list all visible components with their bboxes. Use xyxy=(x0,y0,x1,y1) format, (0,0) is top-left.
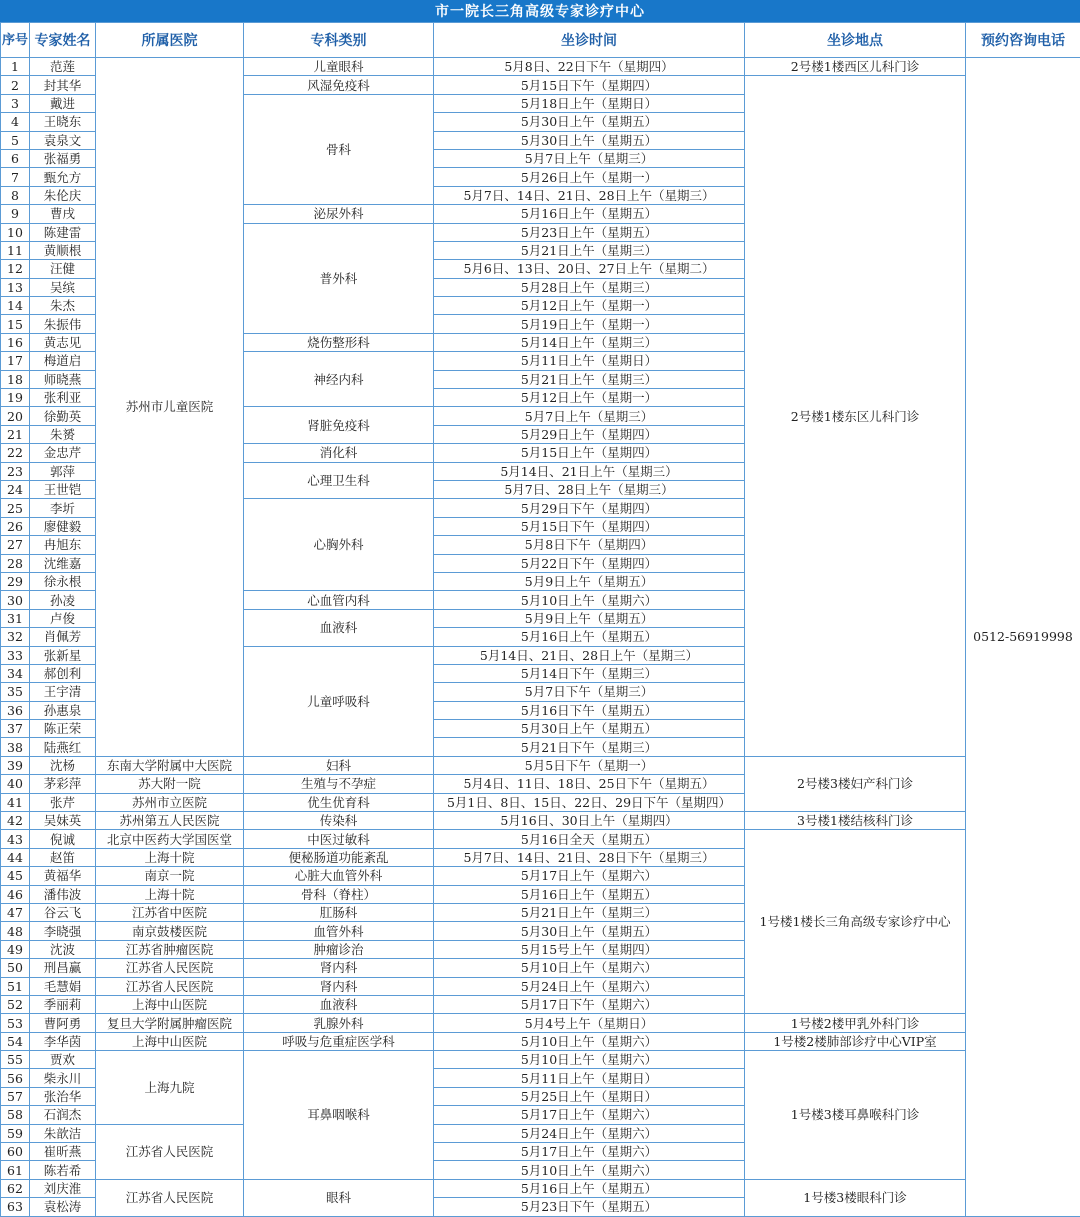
row-seq-cell: 27 xyxy=(1,536,30,554)
row-seq-cell: 37 xyxy=(1,720,30,738)
expert-name-cell: 王宇清 xyxy=(30,683,96,701)
row-seq-cell: 59 xyxy=(1,1124,30,1142)
expert-name-cell: 黄志见 xyxy=(30,333,96,351)
row-seq-cell: 54 xyxy=(1,1032,30,1050)
specialty-cell: 肿瘤诊治 xyxy=(244,940,434,958)
schedule-time-cell: 5月30日上午（星期五） xyxy=(434,922,745,940)
header-row xyxy=(1,23,1080,58)
header-time: 坐诊时间 xyxy=(434,23,745,58)
hospital-cell: 苏州第五人民医院 xyxy=(96,812,244,830)
expert-name-cell: 朱伦庆 xyxy=(30,186,96,204)
row-seq-cell: 57 xyxy=(1,1087,30,1105)
schedule-time-cell: 5月16日、30日上午（星期四） xyxy=(434,812,745,830)
header-hospital: 所属医院 xyxy=(96,23,244,58)
specialty-cell: 骨科 xyxy=(244,94,434,204)
hospital-cell: 上海十院 xyxy=(96,885,244,903)
row-seq-cell: 33 xyxy=(1,646,30,664)
schedule-time-cell: 5月11日上午（星期日） xyxy=(434,352,745,370)
expert-name-cell: 毛慧娟 xyxy=(30,977,96,995)
hospital-cell: 上海九院 xyxy=(96,1051,244,1125)
row-seq-cell: 28 xyxy=(1,554,30,572)
schedule-time-cell: 5月24日上午（星期六） xyxy=(434,1124,745,1142)
specialty-cell: 心理卫生科 xyxy=(244,462,434,499)
schedule-time-cell: 5月16日上午（星期五） xyxy=(434,205,745,223)
row-seq-cell: 5 xyxy=(1,131,30,149)
hospital-cell: 南京一院 xyxy=(96,867,244,885)
header-specialty: 专科类别 xyxy=(244,23,434,58)
row-seq-cell: 10 xyxy=(1,223,30,241)
schedule-time-cell: 5月15日下午（星期四） xyxy=(434,76,745,94)
specialty-cell: 肾内科 xyxy=(244,977,434,995)
specialty-cell: 肛肠科 xyxy=(244,903,434,921)
expert-name-cell: 甄允方 xyxy=(30,168,96,186)
schedule-time-cell: 5月17日下午（星期六） xyxy=(434,995,745,1013)
expert-name-cell: 李华茵 xyxy=(30,1032,96,1050)
expert-name-cell: 袁泉文 xyxy=(30,131,96,149)
expert-name-cell: 朱赟 xyxy=(30,425,96,443)
row-seq-cell: 30 xyxy=(1,591,30,609)
schedule-time-cell: 5月9日上午（星期五） xyxy=(434,572,745,590)
schedule-time-cell: 5月15号上午（星期四） xyxy=(434,940,745,958)
schedule-time-cell: 5月19日上午（星期一） xyxy=(434,315,745,333)
row-seq-cell: 17 xyxy=(1,352,30,370)
location-cell: 2号楼1楼西区儿科门诊 xyxy=(745,58,966,76)
schedule-time-cell: 5月14日下午（星期三） xyxy=(434,664,745,682)
row-seq-cell: 55 xyxy=(1,1051,30,1069)
row-seq-cell: 21 xyxy=(1,425,30,443)
expert-name-cell: 黄顺根 xyxy=(30,241,96,259)
expert-name-cell: 李晓强 xyxy=(30,922,96,940)
row-seq-cell: 32 xyxy=(1,628,30,646)
schedule-time-cell: 5月16日全天（星期五） xyxy=(434,830,745,848)
expert-name-cell: 朱杰 xyxy=(30,297,96,315)
specialty-cell: 妇科 xyxy=(244,756,434,774)
hospital-cell: 江苏省中医院 xyxy=(96,903,244,921)
schedule-time-cell: 5月7日上午（星期三） xyxy=(434,149,745,167)
row-seq-cell: 19 xyxy=(1,389,30,407)
row-seq-cell: 7 xyxy=(1,168,30,186)
expert-name-cell: 曹阿勇 xyxy=(30,1014,96,1032)
schedule-time-cell: 5月14日上午（星期三） xyxy=(434,333,745,351)
row-seq-cell: 15 xyxy=(1,315,30,333)
schedule-time-cell: 5月4号上午（星期日） xyxy=(434,1014,745,1032)
row-seq-cell: 2 xyxy=(1,76,30,94)
expert-name-cell: 张新星 xyxy=(30,646,96,664)
location-cell: 1号楼2楼甲乳外科门诊 xyxy=(745,1014,966,1032)
expert-name-cell: 孙凌 xyxy=(30,591,96,609)
hospital-cell: 江苏省人民医院 xyxy=(96,977,244,995)
expert-name-cell: 封其华 xyxy=(30,76,96,94)
schedule-time-cell: 5月6日、13日、20日、27日上午（星期二） xyxy=(434,260,745,278)
schedule-time-cell: 5月29日下午（星期四） xyxy=(434,499,745,517)
schedule-time-cell: 5月7日、14日、21日、28日下午（星期三） xyxy=(434,848,745,866)
schedule-time-cell: 5月10日上午（星期六） xyxy=(434,1032,745,1050)
expert-name-cell: 肖佩芳 xyxy=(30,628,96,646)
hospital-cell: 江苏省肿瘤医院 xyxy=(96,940,244,958)
specialty-cell: 眼科 xyxy=(244,1179,434,1216)
expert-name-cell: 陈若希 xyxy=(30,1161,96,1179)
sheet-title: 市一院长三角高级专家诊疗中心 xyxy=(0,0,1080,22)
row-seq-cell: 36 xyxy=(1,701,30,719)
row-seq-cell: 41 xyxy=(1,793,30,811)
schedule-time-cell: 5月10日上午（星期六） xyxy=(434,1161,745,1179)
row-seq-cell: 18 xyxy=(1,370,30,388)
expert-name-cell: 王世铠 xyxy=(30,480,96,498)
schedule-time-cell: 5月8日下午（星期四） xyxy=(434,536,745,554)
hospital-cell: 复旦大学附属肿瘤医院 xyxy=(96,1014,244,1032)
schedule-time-cell: 5月29日上午（星期四） xyxy=(434,425,745,443)
expert-name-cell: 贾欢 xyxy=(30,1051,96,1069)
row-seq-cell: 44 xyxy=(1,848,30,866)
row-seq-cell: 45 xyxy=(1,867,30,885)
header-location: 坐诊地点 xyxy=(745,23,966,58)
hospital-cell: 江苏省人民医院 xyxy=(96,1124,244,1179)
expert-name-cell: 冉旭东 xyxy=(30,536,96,554)
schedule-time-cell: 5月12日上午（星期一） xyxy=(434,389,745,407)
schedule-time-cell: 5月14日、21日、28日上午（星期三） xyxy=(434,646,745,664)
location-cell: 1号楼2楼肺部诊疗中心VIP室 xyxy=(745,1032,966,1050)
row-seq-cell: 25 xyxy=(1,499,30,517)
expert-name-cell: 沈波 xyxy=(30,940,96,958)
row-seq-cell: 63 xyxy=(1,1198,30,1216)
hospital-cell: 江苏省人民医院 xyxy=(96,1179,244,1216)
location-cell: 1号楼3楼耳鼻喉科门诊 xyxy=(745,1051,966,1180)
schedule-time-cell: 5月15日上午（星期四） xyxy=(434,444,745,462)
row-seq-cell: 24 xyxy=(1,480,30,498)
expert-name-cell: 郭萍 xyxy=(30,462,96,480)
schedule-time-cell: 5月15日下午（星期四） xyxy=(434,517,745,535)
specialty-cell: 肾内科 xyxy=(244,959,434,977)
row-seq-cell: 39 xyxy=(1,756,30,774)
phone-cell: 0512-56919998 xyxy=(966,58,1080,1217)
location-cell: 2号楼3楼妇产科门诊 xyxy=(745,756,966,811)
specialty-cell: 消化科 xyxy=(244,444,434,462)
expert-name-cell: 潘伟波 xyxy=(30,885,96,903)
specialty-cell: 普外科 xyxy=(244,223,434,333)
row-seq-cell: 22 xyxy=(1,444,30,462)
hospital-cell: 上海中山医院 xyxy=(96,995,244,1013)
schedule-time-cell: 5月7日、28日上午（星期三） xyxy=(434,480,745,498)
expert-name-cell: 汪健 xyxy=(30,260,96,278)
row-seq-cell: 47 xyxy=(1,903,30,921)
expert-name-cell: 刘庆淮 xyxy=(30,1179,96,1197)
specialty-cell: 神经内科 xyxy=(244,352,434,407)
expert-name-cell: 季丽莉 xyxy=(30,995,96,1013)
expert-name-cell: 张芹 xyxy=(30,793,96,811)
row-seq-cell: 12 xyxy=(1,260,30,278)
specialty-cell: 耳鼻咽喉科 xyxy=(244,1051,434,1180)
schedule-time-cell: 5月25日上午（星期日） xyxy=(434,1087,745,1105)
schedule-time-cell: 5月30日上午（星期五） xyxy=(434,131,745,149)
expert-name-cell: 郝创利 xyxy=(30,664,96,682)
expert-name-cell: 沈维嘉 xyxy=(30,554,96,572)
expert-name-cell: 范莲 xyxy=(30,58,96,76)
schedule-time-cell: 5月30日上午（星期五） xyxy=(434,113,745,131)
specialty-cell: 儿童呼吸科 xyxy=(244,646,434,756)
row-seq-cell: 14 xyxy=(1,297,30,315)
schedule-time-cell: 5月4日、11日、18日、25日下午（星期五） xyxy=(434,775,745,793)
specialty-cell: 传染科 xyxy=(244,812,434,830)
expert-name-cell: 徐永根 xyxy=(30,572,96,590)
expert-name-cell: 戴进 xyxy=(30,94,96,112)
expert-name-cell: 谷云飞 xyxy=(30,903,96,921)
expert-name-cell: 倪诚 xyxy=(30,830,96,848)
row-seq-cell: 29 xyxy=(1,572,30,590)
row-seq-cell: 53 xyxy=(1,1014,30,1032)
row-seq-cell: 1 xyxy=(1,58,30,76)
row-seq-cell: 48 xyxy=(1,922,30,940)
expert-name-cell: 张福勇 xyxy=(30,149,96,167)
expert-name-cell: 孙惠泉 xyxy=(30,701,96,719)
schedule-time-cell: 5月1日、8日、15日、22日、29日下午（星期四） xyxy=(434,793,745,811)
table-row xyxy=(1,1032,1080,1050)
specialty-cell: 肾脏免疫科 xyxy=(244,407,434,444)
schedule-table xyxy=(0,22,1080,1217)
row-seq-cell: 42 xyxy=(1,812,30,830)
row-seq-cell: 34 xyxy=(1,664,30,682)
row-seq-cell: 9 xyxy=(1,205,30,223)
specialty-cell: 心胸外科 xyxy=(244,499,434,591)
schedule-time-cell: 5月7日、14日、21日、28日上午（星期三） xyxy=(434,186,745,204)
expert-name-cell: 梅道启 xyxy=(30,352,96,370)
hospital-cell: 北京中医药大学国医堂 xyxy=(96,830,244,848)
expert-name-cell: 陈正荣 xyxy=(30,720,96,738)
schedule-time-cell: 5月17日上午（星期六） xyxy=(434,1143,745,1161)
schedule-time-cell: 5月21日上午（星期三） xyxy=(434,903,745,921)
expert-name-cell: 曹戌 xyxy=(30,205,96,223)
specialty-cell: 乳腺外科 xyxy=(244,1014,434,1032)
expert-name-cell: 廖健毅 xyxy=(30,517,96,535)
schedule-time-cell: 5月21日上午（星期三） xyxy=(434,241,745,259)
hospital-cell: 苏州市立医院 xyxy=(96,793,244,811)
specialty-cell: 血管外科 xyxy=(244,922,434,940)
row-seq-cell: 3 xyxy=(1,94,30,112)
specialty-cell: 心脏大血管外科 xyxy=(244,867,434,885)
expert-name-cell: 沈杨 xyxy=(30,756,96,774)
schedule-time-cell: 5月23日下午（星期五） xyxy=(434,1198,745,1216)
schedule-time-cell: 5月10日上午（星期六） xyxy=(434,591,745,609)
schedule-time-cell: 5月7日上午（星期三） xyxy=(434,407,745,425)
schedule-time-cell: 5月7日下午（星期三） xyxy=(434,683,745,701)
table-row xyxy=(1,58,1080,76)
expert-name-cell: 张利亚 xyxy=(30,389,96,407)
specialty-cell: 儿童眼科 xyxy=(244,58,434,76)
row-seq-cell: 6 xyxy=(1,149,30,167)
hospital-cell: 上海中山医院 xyxy=(96,1032,244,1050)
schedule-body xyxy=(1,58,1080,1217)
expert-name-cell: 卢俊 xyxy=(30,609,96,627)
specialty-cell: 风湿免疫科 xyxy=(244,76,434,94)
schedule-time-cell: 5月10日上午（星期六） xyxy=(434,959,745,977)
table-row xyxy=(1,1051,1080,1069)
specialty-cell: 生殖与不孕症 xyxy=(244,775,434,793)
expert-name-cell: 金忠芹 xyxy=(30,444,96,462)
expert-name-cell: 石润杰 xyxy=(30,1106,96,1124)
row-seq-cell: 61 xyxy=(1,1161,30,1179)
schedule-time-cell: 5月30日上午（星期五） xyxy=(434,720,745,738)
row-seq-cell: 8 xyxy=(1,186,30,204)
row-seq-cell: 26 xyxy=(1,517,30,535)
schedule-time-cell: 5月8日、22日下午（星期四） xyxy=(434,58,745,76)
location-cell: 1号楼1楼长三角高级专家诊疗中心 xyxy=(745,830,966,1014)
row-seq-cell: 49 xyxy=(1,940,30,958)
location-cell: 2号楼1楼东区儿科门诊 xyxy=(745,76,966,756)
hospital-cell: 南京鼓楼医院 xyxy=(96,922,244,940)
expert-name-cell: 袁松涛 xyxy=(30,1198,96,1216)
schedule-time-cell: 5月18日上午（星期日） xyxy=(434,94,745,112)
schedule-time-cell: 5月10日上午（星期六） xyxy=(434,1051,745,1069)
schedule-time-cell: 5月23日上午（星期五） xyxy=(434,223,745,241)
schedule-time-cell: 5月11日上午（星期日） xyxy=(434,1069,745,1087)
header-seq: 序号 xyxy=(1,23,30,58)
hospital-cell: 苏大附一院 xyxy=(96,775,244,793)
row-seq-cell: 50 xyxy=(1,959,30,977)
expert-name-cell: 崔昕燕 xyxy=(30,1143,96,1161)
row-seq-cell: 35 xyxy=(1,683,30,701)
schedule-time-cell: 5月12日上午（星期一） xyxy=(434,297,745,315)
hospital-cell: 东南大学附属中大医院 xyxy=(96,756,244,774)
expert-name-cell: 朱歆洁 xyxy=(30,1124,96,1142)
schedule-time-cell: 5月21日下午（星期三） xyxy=(434,738,745,756)
specialty-cell: 血液科 xyxy=(244,995,434,1013)
schedule-time-cell: 5月14日、21日上午（星期三） xyxy=(434,462,745,480)
row-seq-cell: 40 xyxy=(1,775,30,793)
expert-name-cell: 赵笛 xyxy=(30,848,96,866)
expert-name-cell: 徐勤英 xyxy=(30,407,96,425)
expert-name-cell: 朱振伟 xyxy=(30,315,96,333)
row-seq-cell: 52 xyxy=(1,995,30,1013)
specialty-cell: 泌尿外科 xyxy=(244,205,434,223)
location-cell: 1号楼3楼眼科门诊 xyxy=(745,1179,966,1216)
expert-name-cell: 刑昌赢 xyxy=(30,959,96,977)
table-row xyxy=(1,756,1080,774)
expert-name-cell: 吴妹英 xyxy=(30,812,96,830)
table-row xyxy=(1,1179,1080,1197)
specialty-cell: 呼吸与危重症医学科 xyxy=(244,1032,434,1050)
row-seq-cell: 38 xyxy=(1,738,30,756)
row-seq-cell: 16 xyxy=(1,333,30,351)
specialty-cell: 优生优育科 xyxy=(244,793,434,811)
expert-name-cell: 陆燕红 xyxy=(30,738,96,756)
hospital-cell: 江苏省人民医院 xyxy=(96,959,244,977)
specialty-cell: 便秘肠道功能紊乱 xyxy=(244,848,434,866)
expert-name-cell: 茅彩萍 xyxy=(30,775,96,793)
schedule-time-cell: 5月21日上午（星期三） xyxy=(434,370,745,388)
specialty-cell: 骨科（脊柱） xyxy=(244,885,434,903)
expert-name-cell: 王晓东 xyxy=(30,113,96,131)
specialty-cell: 烧伤整形科 xyxy=(244,333,434,351)
schedule-time-cell: 5月5日下午（星期一） xyxy=(434,756,745,774)
row-seq-cell: 20 xyxy=(1,407,30,425)
row-seq-cell: 11 xyxy=(1,241,30,259)
table-row xyxy=(1,812,1080,830)
expert-name-cell: 李圻 xyxy=(30,499,96,517)
location-cell: 3号楼1楼结核科门诊 xyxy=(745,812,966,830)
expert-name-cell: 吴缤 xyxy=(30,278,96,296)
expert-name-cell: 陈建雷 xyxy=(30,223,96,241)
row-seq-cell: 4 xyxy=(1,113,30,131)
row-seq-cell: 23 xyxy=(1,462,30,480)
header-name: 专家姓名 xyxy=(30,23,96,58)
schedule-time-cell: 5月16日上午（星期五） xyxy=(434,885,745,903)
hospital-cell: 上海十院 xyxy=(96,848,244,866)
schedule-time-cell: 5月9日上午（星期五） xyxy=(434,609,745,627)
schedule-time-cell: 5月17日上午（星期六） xyxy=(434,1106,745,1124)
schedule-time-cell: 5月22日下午（星期四） xyxy=(434,554,745,572)
schedule-time-cell: 5月24日上午（星期六） xyxy=(434,977,745,995)
schedule-time-cell: 5月26日上午（星期一） xyxy=(434,168,745,186)
expert-name-cell: 师晓燕 xyxy=(30,370,96,388)
hospital-cell: 苏州市儿童医院 xyxy=(96,58,244,757)
specialty-cell: 中医过敏科 xyxy=(244,830,434,848)
expert-name-cell: 张治华 xyxy=(30,1087,96,1105)
schedule-time-cell: 5月16日上午（星期五） xyxy=(434,628,745,646)
table-row xyxy=(1,830,1080,848)
row-seq-cell: 46 xyxy=(1,885,30,903)
schedule-time-cell: 5月16日下午（星期五） xyxy=(434,701,745,719)
specialty-cell: 心血管内科 xyxy=(244,591,434,609)
row-seq-cell: 58 xyxy=(1,1106,30,1124)
row-seq-cell: 31 xyxy=(1,609,30,627)
schedule-time-cell: 5月16日上午（星期五） xyxy=(434,1179,745,1197)
row-seq-cell: 62 xyxy=(1,1179,30,1197)
schedule-time-cell: 5月17日上午（星期六） xyxy=(434,867,745,885)
specialty-cell: 血液科 xyxy=(244,609,434,646)
header-phone: 预约咨询电话 xyxy=(966,23,1080,58)
row-seq-cell: 60 xyxy=(1,1143,30,1161)
table-row xyxy=(1,1014,1080,1032)
row-seq-cell: 56 xyxy=(1,1069,30,1087)
expert-name-cell: 黄福华 xyxy=(30,867,96,885)
row-seq-cell: 13 xyxy=(1,278,30,296)
row-seq-cell: 43 xyxy=(1,830,30,848)
schedule-time-cell: 5月28日上午（星期三） xyxy=(434,278,745,296)
row-seq-cell: 51 xyxy=(1,977,30,995)
expert-name-cell: 柴永川 xyxy=(30,1069,96,1087)
